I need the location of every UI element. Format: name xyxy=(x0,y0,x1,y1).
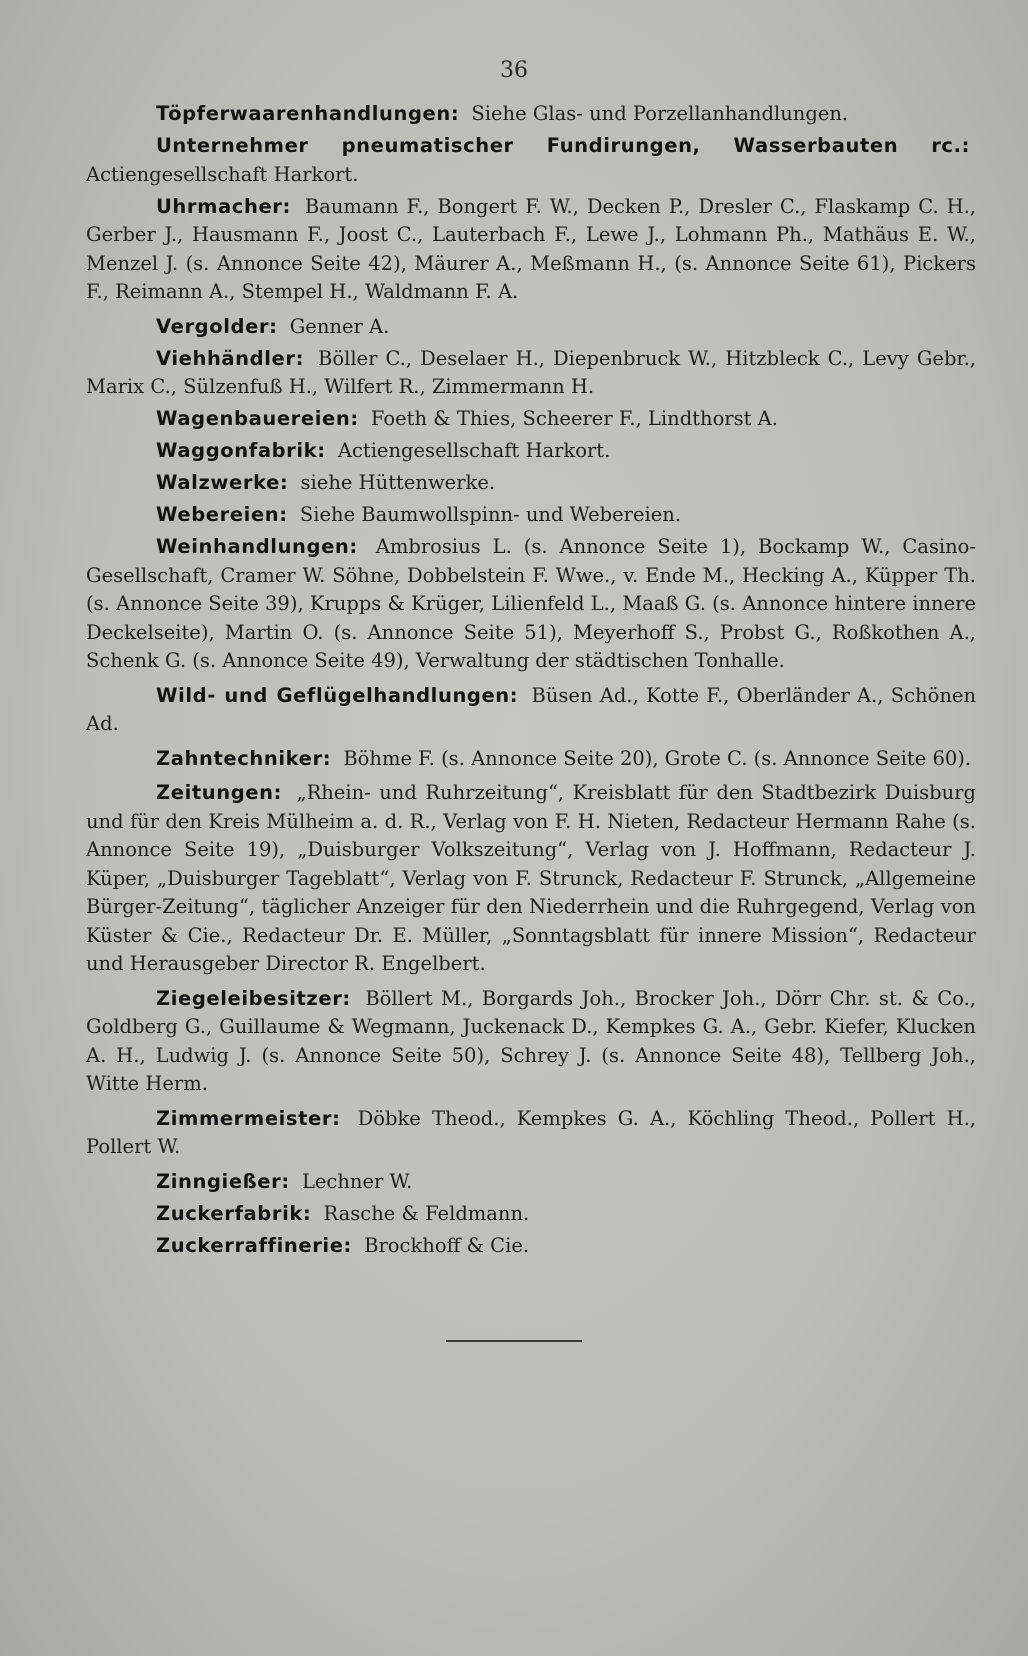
entry-separator: : xyxy=(302,1201,312,1225)
entry-term: Uhrmacher xyxy=(156,194,283,218)
entry-separator: : xyxy=(332,1106,341,1130)
entry-term: Wagenbauereien xyxy=(156,407,351,430)
entry-term: Ziegeleibesitzer xyxy=(156,986,343,1010)
entry-text: Actiengesellschaft Harkort. xyxy=(337,439,611,462)
entry-text: Ambrosius L. (s. Annonce Seite 1), Bockamp W., Casino-Gesellschaft, Cramer W. Söhne, Dobbelstein F. Wwe., v. Ende M., Hecking A., Küpper Th. (s. Annonce Seite 39), Krupps & Krüger, Lilienfeld L., Maaß G. (s. Annonce hintere innere Deckelseite), Martin O. (s. Annonce Seite 51), Meyerhoff S., Probst G., Roßkothen A., Schenk G. (s. Annonce Seite 49), Verwaltung der städtischen Tonhalle. xyxy=(86,535,976,672)
entry-separator: : xyxy=(322,746,332,770)
entry-zeitungen xyxy=(86,779,976,979)
entry-text: Foeth & Thies, Scheerer F., Lindthorst A. xyxy=(370,407,778,430)
entry-text: Baumann F., Bongert F. W., Decken P., Dresler C., Flaskamp C. H., Gerber J., Hausmann F., Joost C., Lauterbach F., Lewe J., Lohmann Ph., Mathäus E. W., Menzel J. (s. Annonce Seite 42), Mäurer A., Meßmann H., (s. Annonce Seite 61), Pickers F., Reimann A., Stempel H., Waldmann F. A. xyxy=(86,194,977,303)
entry-text: Böhme F. (s. Annonce Seite 20), Grote C. (s. Annonce Seite 60). xyxy=(343,746,972,770)
entry-text: Lechner W. xyxy=(301,1169,413,1193)
entry-text: Actiengesellschaft Harkort. xyxy=(86,162,359,186)
entry-text: Genner A. xyxy=(289,314,390,338)
entry-separator: : xyxy=(342,986,351,1010)
entry-term: Webereien xyxy=(156,503,280,526)
entry-text: Siehe Glas- und Porzellanhandlungen. xyxy=(471,102,849,125)
entry-separator: : xyxy=(273,781,283,804)
entry-separator: : xyxy=(961,134,970,157)
entry-separator: : xyxy=(349,535,358,558)
page-number: 36 xyxy=(500,58,528,83)
entry-separator: : xyxy=(509,683,519,707)
entry-text: Böller C., Deselaer H., Diepenbruck W., Hitzbleck C., Levy Gebr., Marix C., Sülzenfuß H., Wilfert R., Zimmermann H. xyxy=(86,346,977,398)
entry-term: Zimmermeister xyxy=(156,1106,333,1130)
entry-term: Viehhändler xyxy=(156,346,296,370)
entry-uhrmacher xyxy=(86,193,976,307)
entry-term: Wild- und Geflügelhandlungen xyxy=(156,683,510,707)
entry-term: Zinngießer xyxy=(156,1169,282,1193)
entry-ziegeleibesitzer xyxy=(86,985,976,1099)
entry-weinhandlungen xyxy=(86,533,976,676)
entry-term: Unternehmer pneumatischer Fundirungen, Wasserbauten rc. xyxy=(156,134,962,157)
entry-term: Zuckerraffinerie xyxy=(156,1233,344,1257)
entry-separator: : xyxy=(269,314,278,338)
entry-term: Waggonfabrik xyxy=(156,439,318,462)
entry-term: Zeitungen xyxy=(156,781,274,804)
entry-waggonfabrik xyxy=(86,437,976,466)
entry-text: Siehe Baumwollspinn- und Webereien. xyxy=(299,503,682,526)
entry-separator: : xyxy=(295,346,304,370)
entry-zuckerraffinerie xyxy=(86,1232,976,1261)
entry-wagenbauereien xyxy=(86,405,976,434)
entry-term: Zuckerfabrik xyxy=(156,1201,303,1225)
entry-zuckerfabrik xyxy=(86,1200,976,1229)
entry-text: Brockhoff & Cie. xyxy=(364,1233,530,1257)
entry-separator: : xyxy=(279,471,289,494)
entry-term: Weinhandlungen xyxy=(156,535,350,558)
entry-separator: : xyxy=(350,407,359,430)
entry-unternehmer xyxy=(86,132,976,189)
entry-zinngiesser xyxy=(86,1168,976,1197)
directory-listing xyxy=(86,100,976,1264)
entry-text: Rasche & Feldmann. xyxy=(323,1201,530,1225)
entry-text: Döbke Theod., Kempkes G. A., Köchling Theod., Pollert H., Pollert W. xyxy=(86,1106,977,1158)
entry-text: Büsen Ad., Kotte F., Oberländer A., Schönen Ad. xyxy=(86,683,976,735)
entry-wild-gefluegel xyxy=(86,682,976,739)
entry-text: „Rhein- und Ruhrzeitung“, Kreisblatt für den Stadtbezirk Duisburg und für den Kreis Mülheim a. d. R., Verlag von F. H. Nieten, Redacteur Hermann Rahe (s. Annonce Seite 19), „Duisburger Volkszeitung“, Verlag von J. Hoffmann, Redacteur J. Küper, „Duisburger Tageblatt“, Verlag von F. Strunck, Redacteur F. Strunck, „Allgemeine Bürger-Zeitung“, täglicher Anzeiger für den Niederrhein und die Ruhrgegend, Verlag von Küster & Cie., Redacteur Dr. E. Müller, „Sonntagsblatt für innere Mission“, Redacteur und Herausgeber Director R. Engelbert. xyxy=(86,781,976,975)
entry-separator: : xyxy=(279,503,288,526)
entry-separator: : xyxy=(450,102,460,125)
entry-separator: : xyxy=(343,1233,352,1257)
entry-term: Zahntechniker xyxy=(156,746,323,770)
entry-text: Böllert M., Borgards Joh., Brocker Joh., Dörr Chr. st. & Co., Goldberg G., Guillaume & Wegmann, Juckenack D., Kempkes G. A., Gebr. Kiefer, Klucken A. H., Ludwig J. (s. Annonce Seite 50), Schrey J. (s. Annonce Seite 48), Tellberg Joh., Witte Herm. xyxy=(86,986,977,1095)
closing-rule xyxy=(446,1340,582,1342)
entry-zahntechniker xyxy=(86,745,976,774)
entry-webereien xyxy=(86,501,976,530)
entry-toepferwaarenhandlungen xyxy=(86,100,976,129)
entry-separator: : xyxy=(281,1169,290,1193)
entry-term: Vergolder xyxy=(156,314,270,338)
entry-separator: : xyxy=(282,194,291,218)
entry-separator: : xyxy=(317,439,326,462)
entry-walzwerke xyxy=(86,469,976,498)
entry-text: siehe Hüttenwerke. xyxy=(300,471,496,494)
entry-term: Töpferwaarenhandlungen xyxy=(156,102,451,125)
entry-zimmermeister xyxy=(86,1105,976,1162)
entry-term: Walzwerke xyxy=(156,471,280,494)
entry-vergolder xyxy=(86,313,976,342)
entry-viehhaendler xyxy=(86,345,976,402)
